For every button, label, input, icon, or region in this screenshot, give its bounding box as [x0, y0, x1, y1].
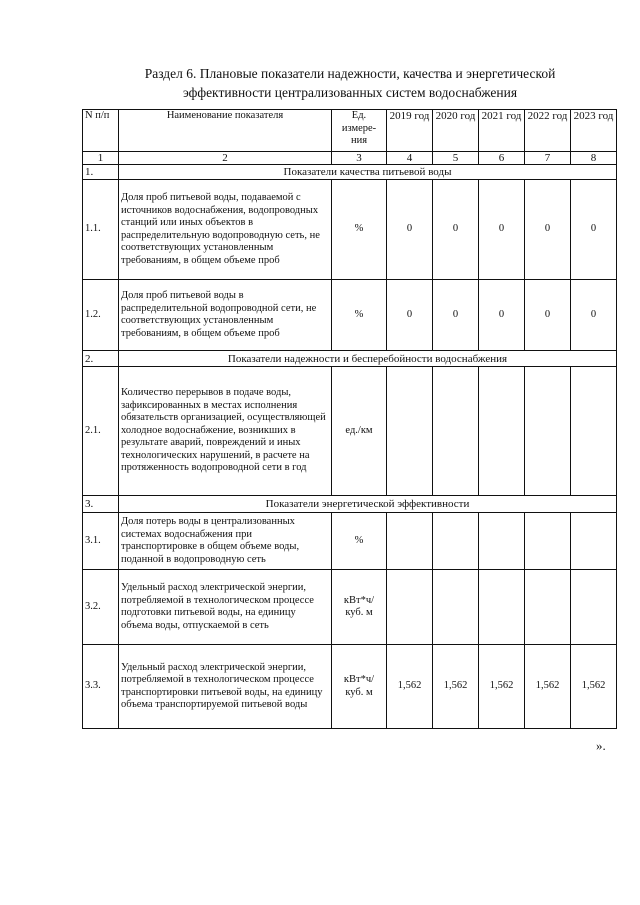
value-2022 [525, 570, 571, 645]
indicator-unit: % [332, 513, 387, 570]
value-2019: 0 [387, 180, 433, 280]
indicator-name: Удельный расход электрической энергии, потребляемой в технологическом процессе транспортировки питьевой воды, на единицу объема транспортируемой питьевой воды [119, 645, 332, 729]
header-indicator-name: Наименование показателя [119, 110, 332, 152]
value-2020 [433, 367, 479, 496]
table-row [83, 280, 617, 351]
column-number-cell: 5 [433, 152, 479, 165]
value-2023 [571, 513, 617, 570]
value-2021: 0 [479, 180, 525, 280]
value-2022: 0 [525, 280, 571, 351]
section-title-line-2: эффективности централизованных систем водоснабжения [182, 85, 518, 100]
value-2019 [387, 570, 433, 645]
header-year-2020: 2020 год [433, 110, 479, 152]
indicator-name: Доля проб питьевой воды, подаваемой с источников водоснабжения, водопроводных станций или иных объектов в распределительную водопроводную сеть, не соответствующих установленным требованиям, в общем объеме проб [119, 180, 332, 280]
value-2019 [387, 513, 433, 570]
row-number: 1.1. [83, 180, 119, 280]
indicator-unit: ед./км [332, 367, 387, 496]
table-row [83, 513, 617, 570]
value-2023 [571, 570, 617, 645]
column-number-row [83, 152, 617, 165]
header-year-2022: 2022 год [525, 110, 571, 152]
value-2021: 1,562 [479, 645, 525, 729]
value-2022: 0 [525, 180, 571, 280]
indicator-name: Доля потерь воды в централизованных системах водоснабжения при транспортировке в общем объеме воды, поданной в водопроводную сеть [119, 513, 332, 570]
row-number: 2.1. [83, 367, 119, 496]
value-2019: 0 [387, 280, 433, 351]
section-row [83, 165, 617, 180]
column-number-cell: 7 [525, 152, 571, 165]
value-2019 [387, 367, 433, 496]
column-number-cell: 2 [119, 152, 332, 165]
table-row [83, 367, 617, 496]
table-header-row [83, 110, 617, 152]
section-number: 1. [83, 165, 119, 180]
value-2020: 0 [433, 280, 479, 351]
row-number: 1.2. [83, 280, 119, 351]
section-title-line-1: Раздел 6. Плановые показатели надежности, качества и энергетической [144, 66, 556, 81]
value-2020: 1,562 [433, 645, 479, 729]
row-number: 3.1. [83, 513, 119, 570]
indicator-unit: % [332, 180, 387, 280]
indicator-unit: кВт*ч/ куб. м [332, 645, 387, 729]
indicators-table [82, 109, 617, 729]
table-row [83, 180, 617, 280]
section-heading: Показатели надежности и бесперебойности водоснабжения [119, 351, 617, 367]
value-2023: 0 [571, 280, 617, 351]
value-2020 [433, 513, 479, 570]
closing-quote-mark: ». [596, 738, 606, 753]
value-2020: 0 [433, 180, 479, 280]
value-2022 [525, 367, 571, 496]
column-number-cell: 3 [332, 152, 387, 165]
row-number: 3.3. [83, 645, 119, 729]
section-number: 3. [83, 496, 119, 513]
value-2019: 1,562 [387, 645, 433, 729]
indicator-unit: % [332, 280, 387, 351]
value-2022 [525, 513, 571, 570]
section-row [83, 351, 617, 367]
section-heading: Показатели качества питьевой воды [119, 165, 617, 180]
indicator-name: Доля проб питьевой воды в распределительной водопроводной сети, не соответствующих установленным требованиям, в общем объеме проб [119, 280, 332, 351]
section-number: 2. [83, 351, 119, 367]
row-number: 3.2. [83, 570, 119, 645]
header-number: N п/п [83, 110, 119, 152]
value-2021 [479, 570, 525, 645]
indicator-name: Удельный расход электрической энергии, потребляемой в технологическом процессе подготовки питьевой воды, на единицу объема воды, отпускаемой в сеть [119, 570, 332, 645]
section-heading: Показатели энергетической эффективности [119, 496, 617, 513]
indicator-name: Количество перерывов в подаче воды, зафиксированных в местах исполнения обязательств организацией, осуществляющей холодное водоснабжение, возникших в результате аварий, повреждений и иных технологических нарушений, в расчете на протяженность водопроводной сети в год [119, 367, 332, 496]
value-2021 [479, 513, 525, 570]
table-row [83, 645, 617, 729]
indicator-unit: кВт*ч/ куб. м [332, 570, 387, 645]
column-number-cell: 1 [83, 152, 119, 165]
header-year-2023: 2023 год [571, 110, 617, 152]
value-2020 [433, 570, 479, 645]
value-2021: 0 [479, 280, 525, 351]
section-row [83, 496, 617, 513]
value-2022: 1,562 [525, 645, 571, 729]
value-2023: 1,562 [571, 645, 617, 729]
section-title [100, 64, 600, 102]
value-2023 [571, 367, 617, 496]
column-number-cell: 8 [571, 152, 617, 165]
value-2021 [479, 367, 525, 496]
value-2023: 0 [571, 180, 617, 280]
header-year-2019: 2019 год [387, 110, 433, 152]
header-unit: Ед. измере- ния [332, 110, 387, 152]
column-number-cell: 6 [479, 152, 525, 165]
header-year-2021: 2021 год [479, 110, 525, 152]
table-row [83, 570, 617, 645]
column-number-cell: 4 [387, 152, 433, 165]
